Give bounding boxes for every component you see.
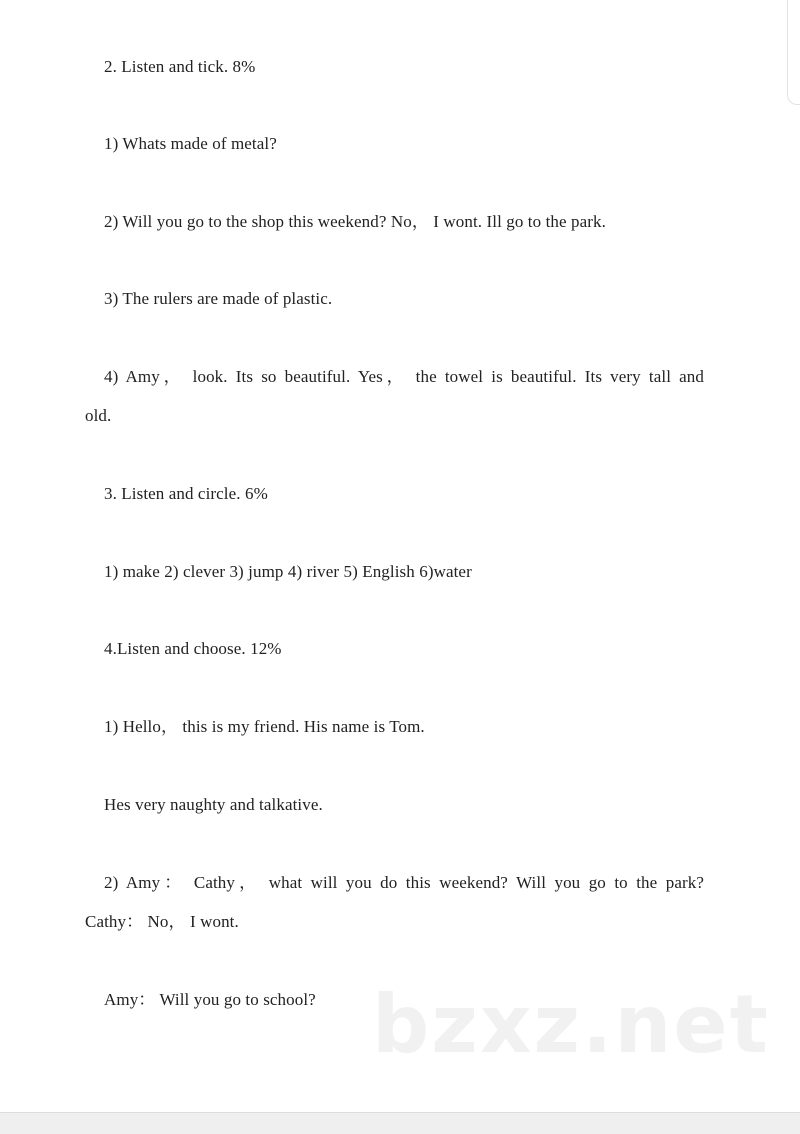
page-edge-tab <box>787 0 800 105</box>
section-heading-listen-and-choose: 4.Listen and choose. 12% <box>104 639 282 658</box>
text-line-continuation: Cathy： No， I wont. <box>85 912 239 931</box>
page-separator-bar <box>0 1112 800 1134</box>
section-heading-listen-and-circle: 3. Listen and circle. 6% <box>104 484 268 503</box>
text-line: Hes very naughty and talkative. <box>104 795 323 814</box>
text-line: Amy： Will you go to school? <box>104 990 316 1009</box>
text-line: 1) Whats made of metal? <box>104 134 277 153</box>
text-line: 1) Hello， this is my friend. His name is Tom. <box>104 717 425 736</box>
text-line: 2) Amy： Cathy， what will you do this weekend? Will you go to the park? <box>104 873 704 892</box>
text-line-continuation: old. <box>85 406 112 425</box>
text-line: 4) Amy， look. Its so beautiful. Yes， the towel is beautiful. Its very tall and <box>104 367 704 386</box>
section-heading-listen-and-tick: 2. Listen and tick. 8% <box>104 57 256 76</box>
watermark-logo: bzxz.net <box>372 978 770 1071</box>
text-line: 2) Will you go to the shop this weekend? No， I wont. Ill go to the park. <box>104 212 606 231</box>
text-line: 3) The rulers are made of plastic. <box>104 289 333 308</box>
text-line: 1) make 2) clever 3) jump 4) river 5) English 6)water <box>104 562 472 581</box>
